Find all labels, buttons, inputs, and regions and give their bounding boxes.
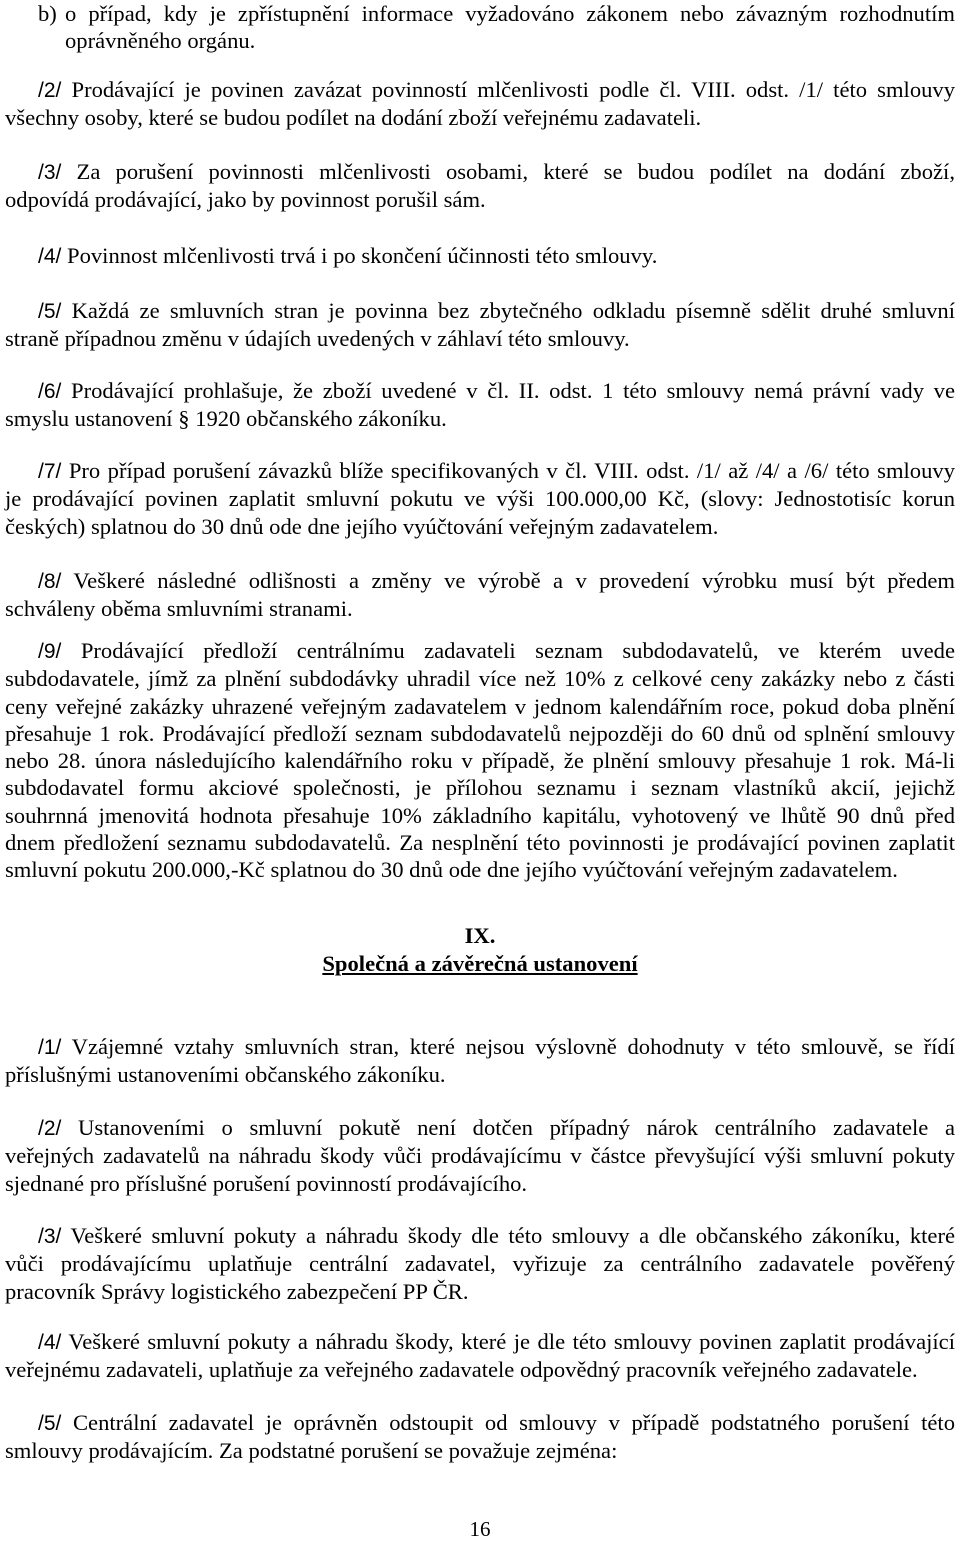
clause-number: /9/	[38, 640, 62, 663]
clause-line: odpovídá prodávající, jako by povinnost porušil sám.	[5, 187, 486, 213]
clause-line: smyslu ustanovení § 1920 občanského zákoníku.	[5, 406, 447, 432]
clause-line	[5, 1222, 955, 1250]
clause-line: sjednané pro příslušné porušení povinností prodávajícího.	[5, 1170, 528, 1196]
clause-line: příslušnými ustanoveními občanského zákoníku.	[5, 1062, 446, 1088]
clause-line-text: Prodávající prohlašuje, že zboží uvedené v čl. II. odst. 1 této smlouvy nemá právní vady ve	[71, 378, 955, 403]
clause-line: veřejných zadavatelů na náhradu škody vůči prodávajícímu v částce převyšující výši smluvní pokuty	[5, 1143, 955, 1169]
clause-number: /7/	[38, 460, 62, 483]
clause-number: /4/	[38, 245, 62, 268]
clause-line-text: Za porušení povinnosti mlčenlivosti osobami, které se budou podílet na dodání zboží,	[76, 159, 955, 184]
clause-number: /5/	[38, 1412, 62, 1435]
clause-number: /3/	[38, 161, 62, 184]
clause-ix-4	[5, 1328, 955, 1384]
clause-viii-6	[5, 377, 955, 433]
list-item-label: b)	[38, 1, 57, 26]
list-item-line: o případ, kdy je zpřístupnění informace vyžadováno zákonem nebo závazným rozhodnutím	[65, 1, 955, 26]
clause-line: pracovník Správy logistického zabezpečení PP ČR.	[5, 1278, 469, 1304]
page-number: 16	[469, 1517, 491, 1541]
clause-number: /6/	[38, 380, 62, 403]
clause-ix-3	[5, 1222, 955, 1305]
clause-line-text: Ustanoveními o smluvní pokutě není dotčen případný nárok centrálního zadavatele a	[78, 1115, 956, 1140]
clause-number: /8/	[38, 570, 62, 593]
clause-line: nebo 28. února následujícího kalendářního roku v případě, že plnění smlouvy přesahuje 1 rok. Má-li	[5, 748, 955, 774]
clause-line	[5, 377, 955, 405]
clause-line: smlouvy prodávajícím. Za podstatné porušení se považuje zejména:	[5, 1438, 618, 1464]
clause-line-text: Veškeré smluvní pokuty a náhradu škody dle této smlouvy a dle občanského zákoníku, které	[70, 1223, 955, 1248]
clause-ix-5	[5, 1409, 955, 1465]
clause-line: subdodavatel formu akciové společnosti, je přílohou seznamu i seznam vlastníků akcií, jejichž	[5, 775, 955, 801]
section-title: Společná a závěrečná ustanovení	[322, 951, 638, 976]
clause-line-text: Prodávající je povinen zavázat povinností mlčenlivosti podle čl. VIII. odst. /1/ této smlouvy	[71, 77, 956, 102]
clause-line	[5, 1328, 955, 1356]
clause-viii-5	[5, 297, 955, 353]
clause-line: ceny veřejné zakázky uhrazené veřejným zadavatelem v jednom kalendářním roce, pokud doba plnění	[5, 693, 955, 719]
clause-line	[5, 1033, 955, 1061]
clause-line	[5, 457, 955, 485]
clause-number: /3/	[38, 1225, 62, 1248]
clause-line	[5, 567, 955, 595]
clause-line: veřejnému zadavateli, uplatňuje za veřejného zadavatele odpovědný pracovník veřejného zadavatele.	[5, 1357, 918, 1383]
clause-line: straně případnou změnu v údajích uvedených v záhlaví této smlouvy.	[5, 326, 630, 352]
section-number: IX.	[464, 923, 496, 948]
clause-line: českých) splatnou do 30 dnů ode dne jejího vyúčtování veřejným zadavatelem.	[5, 513, 719, 539]
clause-line: dnem předložení seznamu subdodavatelů. Za nesplnění této povinnosti je prodávající povinen zaplatit	[5, 830, 955, 856]
clause-ix-1	[5, 1033, 955, 1089]
clause-line-text: Veškeré následné odlišnosti a změny ve výrobě a v provedení výrobku musí být předem	[73, 568, 955, 593]
clause-line: souhrnná jmenovitá hodnota přesahuje 10% základního kapitálu, vyhotovený ve lhůtě 90 dnů před	[5, 802, 955, 828]
clause-line-text: Vzájemné vztahy smluvních stran, které nejsou výslovně dohodnuty v této smlouvě, se řídí	[71, 1034, 956, 1059]
clause-line	[5, 158, 955, 186]
clause-ix-2	[5, 1114, 955, 1197]
clause-viii-4	[5, 242, 955, 270]
clause-line: vůči prodávajícímu uplatňuje centrální zadavatel, vyřizuje za centrálního zadavatele pověřený	[5, 1251, 955, 1277]
clause-line	[5, 1409, 955, 1437]
clause-line: smluvní pokutu 200.000,-Kč splatnou do 30 dnů ode dne jejího vyúčtování veřejným zadavatelem.	[5, 857, 898, 883]
list-item-line: oprávněného orgánu.	[65, 28, 256, 54]
clause-line: schváleny oběma smluvními stranami.	[5, 596, 353, 622]
clause-number: /1/	[38, 1036, 62, 1059]
clause-viii-7	[5, 457, 955, 540]
clause-line-text: Prodávající předloží centrálnímu zadavateli seznam subdodavatelů, ve kterém uvede	[80, 638, 955, 663]
clause-line	[5, 76, 955, 104]
clause-line	[5, 1114, 955, 1142]
clause-number: /2/	[38, 79, 62, 102]
clause-line	[5, 637, 955, 665]
clause-line	[5, 297, 955, 325]
clause-number: /5/	[38, 300, 62, 323]
clause-number: /4/	[38, 1331, 62, 1354]
clause-line: přesahuje 1 rok. Prodávající předloží seznam subdodavatelů nejpozději do 60 dnů od splnění smlouvy	[5, 720, 955, 746]
clause-line-text: Centrální zadavatel je oprávněn odstoupit od smlouvy v případě podstatného porušení této	[72, 1410, 955, 1435]
clause-number: /2/	[38, 1117, 62, 1140]
clause-line-text: Pro případ porušení závazků blíže specifikovaných v čl. VIII. odst. /1/ až /4/ a /6/ této smlouvy	[68, 458, 955, 483]
clause-viii-2	[5, 76, 955, 132]
clause-line: subdodavatele, jímž za plnění subdodávky uhradil více než 10% z celkové ceny zakázky nebo z části	[5, 666, 955, 692]
clause-viii-8	[5, 567, 955, 623]
clause-viii-9	[5, 637, 955, 884]
clause-line	[5, 242, 955, 270]
clause-line: je prodávající povinen zaplatit smluvní pokutu ve výši 100.000,00 Kč, (slovy: Jednostotisíc korun	[5, 486, 955, 512]
clause-viii-3	[5, 158, 955, 214]
clause-line-text: Povinnost mlčenlivosti trvá i po skončení účinnosti této smlouvy.	[67, 243, 658, 268]
section-title-wrap	[0, 950, 960, 977]
clause-line-text: Každá ze smluvních stran je povinna bez zbytečného odkladu písemně sdělit druhé smluvní	[71, 298, 955, 323]
clause-line-text: Veškeré smluvní pokuty a náhradu škody, které je dle této smlouvy povinen zaplatit prodávající	[68, 1329, 955, 1354]
clause-line: všechny osoby, které se budou podílet na dodání zboží veřejnému zadavateli.	[5, 105, 702, 131]
list-item-b	[38, 0, 955, 55]
